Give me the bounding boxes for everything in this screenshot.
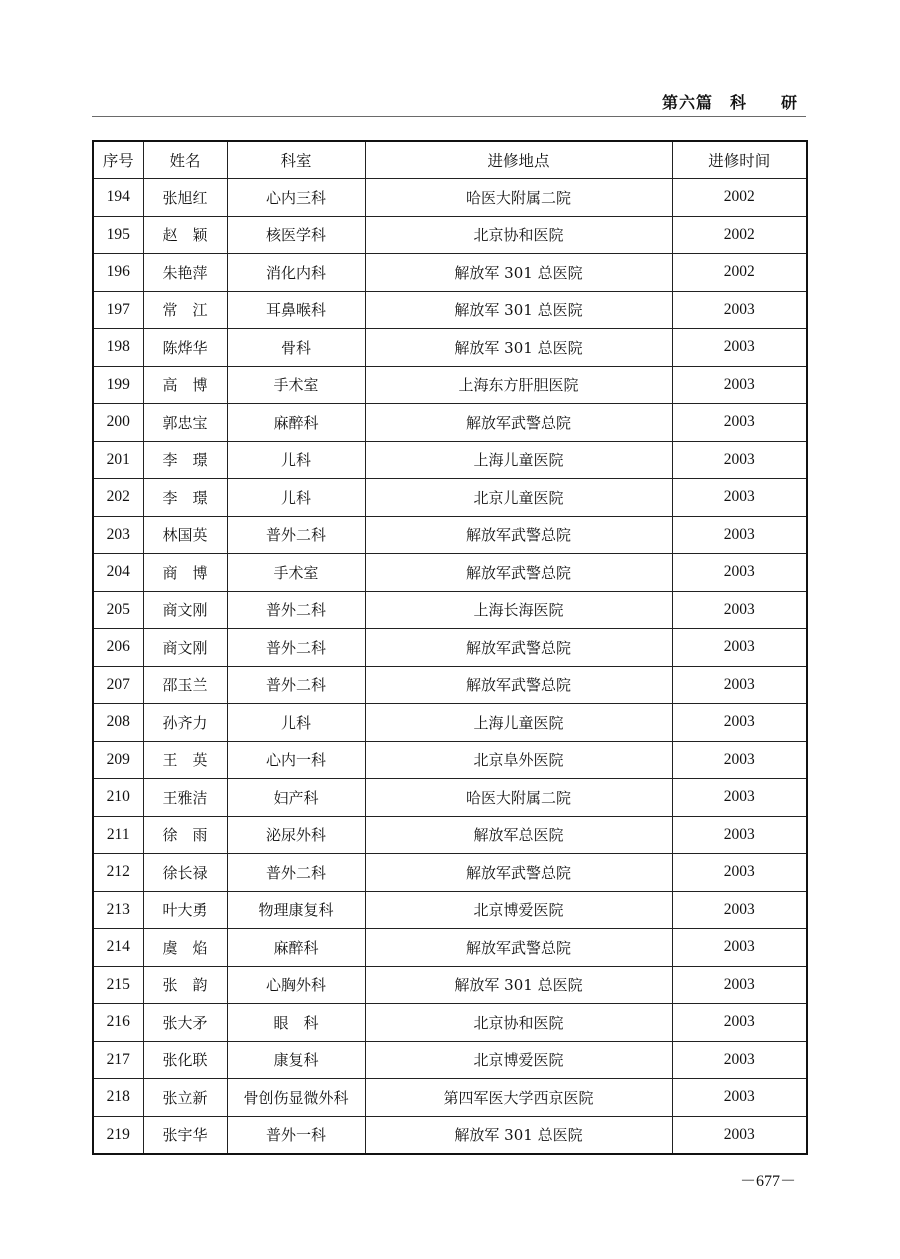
cell-dept: 骨创伤显微外科 <box>227 1079 365 1117</box>
column-header-no: 序号 <box>93 141 143 179</box>
cell-no: 200 <box>93 404 143 442</box>
table-row <box>93 1041 807 1079</box>
cell-year: 2003 <box>672 966 807 1004</box>
cell-dept: 普外二科 <box>227 666 365 704</box>
cell-dept: 康复科 <box>227 1041 365 1079</box>
cell-place: 北京儿童医院 <box>365 479 672 517</box>
table-row <box>93 591 807 629</box>
cell-dept: 手术室 <box>227 366 365 404</box>
cell-place: 北京协和医院 <box>365 216 672 254</box>
table-row <box>93 441 807 479</box>
cell-place: 解放军武警总院 <box>365 554 672 592</box>
cell-no: 197 <box>93 291 143 329</box>
cell-dept: 物理康复科 <box>227 891 365 929</box>
table-row <box>93 479 807 517</box>
cell-name: 赵 颖 <box>143 216 227 254</box>
cell-year: 2002 <box>672 254 807 292</box>
cell-dept: 妇产科 <box>227 779 365 817</box>
cell-name: 李 璟 <box>143 441 227 479</box>
cell-no: 215 <box>93 966 143 1004</box>
cell-dept: 消化内科 <box>227 254 365 292</box>
cell-no: 196 <box>93 254 143 292</box>
cell-place: 上海东方肝胆医院 <box>365 366 672 404</box>
cell-dept: 骨科 <box>227 329 365 367</box>
cell-name: 王雅洁 <box>143 779 227 817</box>
cell-place: 解放军 301 总医院 <box>365 966 672 1004</box>
cell-no: 214 <box>93 929 143 967</box>
cell-no: 204 <box>93 554 143 592</box>
cell-no: 195 <box>93 216 143 254</box>
cell-name: 陈烨华 <box>143 329 227 367</box>
cell-name: 商文刚 <box>143 629 227 667</box>
cell-year: 2003 <box>672 891 807 929</box>
cell-dept: 麻醉科 <box>227 929 365 967</box>
cell-place: 上海儿童医院 <box>365 441 672 479</box>
cell-name: 朱艳萍 <box>143 254 227 292</box>
cell-no: 212 <box>93 854 143 892</box>
cell-name: 张宇华 <box>143 1116 227 1154</box>
cell-name: 张立新 <box>143 1079 227 1117</box>
cell-place: 哈医大附属二院 <box>365 179 672 217</box>
cell-no: 209 <box>93 741 143 779</box>
cell-no: 199 <box>93 366 143 404</box>
cell-place: 解放军 301 总医院 <box>365 329 672 367</box>
table-row <box>93 891 807 929</box>
cell-place: 解放军武警总院 <box>365 929 672 967</box>
table-row <box>93 404 807 442</box>
cell-year: 2003 <box>672 554 807 592</box>
table-row <box>93 329 807 367</box>
cell-dept: 儿科 <box>227 704 365 742</box>
cell-name: 叶大勇 <box>143 891 227 929</box>
table-row <box>93 629 807 667</box>
table-row <box>93 254 807 292</box>
training-record-table <box>92 140 808 1155</box>
cell-no: 203 <box>93 516 143 554</box>
table-body <box>93 179 807 1155</box>
table-row <box>93 854 807 892</box>
cell-dept: 麻醉科 <box>227 404 365 442</box>
table-row <box>93 366 807 404</box>
cell-no: 206 <box>93 629 143 667</box>
cell-place: 解放军武警总院 <box>365 404 672 442</box>
cell-dept: 普外二科 <box>227 516 365 554</box>
table-header-row <box>93 141 807 179</box>
cell-name: 虞 焰 <box>143 929 227 967</box>
cell-dept: 眼 科 <box>227 1004 365 1042</box>
cell-year: 2003 <box>672 516 807 554</box>
table-row <box>93 1116 807 1154</box>
column-header-year: 进修时间 <box>672 141 807 179</box>
cell-place: 上海长海医院 <box>365 591 672 629</box>
cell-dept: 普外一科 <box>227 1116 365 1154</box>
cell-year: 2003 <box>672 479 807 517</box>
cell-no: 217 <box>93 1041 143 1079</box>
cell-name: 高 博 <box>143 366 227 404</box>
cell-name: 孙齐力 <box>143 704 227 742</box>
cell-place: 解放军 301 总医院 <box>365 1116 672 1154</box>
cell-dept: 儿科 <box>227 479 365 517</box>
table-row <box>93 216 807 254</box>
cell-place: 解放军武警总院 <box>365 666 672 704</box>
cell-dept: 心胸外科 <box>227 966 365 1004</box>
cell-year: 2003 <box>672 929 807 967</box>
table-row <box>93 1004 807 1042</box>
cell-place: 北京博爱医院 <box>365 891 672 929</box>
cell-place: 北京协和医院 <box>365 1004 672 1042</box>
cell-place: 第四军医大学西京医院 <box>365 1079 672 1117</box>
cell-name: 王 英 <box>143 741 227 779</box>
cell-year: 2003 <box>672 1116 807 1154</box>
cell-dept: 普外二科 <box>227 629 365 667</box>
cell-no: 216 <box>93 1004 143 1042</box>
cell-name: 郭忠宝 <box>143 404 227 442</box>
chapter-title: 第六篇 科 研 <box>661 93 798 112</box>
cell-place: 解放军武警总院 <box>365 854 672 892</box>
cell-year: 2003 <box>672 629 807 667</box>
cell-dept: 心内一科 <box>227 741 365 779</box>
cell-no: 198 <box>93 329 143 367</box>
cell-name: 张 韵 <box>143 966 227 1004</box>
cell-no: 207 <box>93 666 143 704</box>
cell-name: 张大矛 <box>143 1004 227 1042</box>
cell-dept: 手术室 <box>227 554 365 592</box>
cell-no: 210 <box>93 779 143 817</box>
cell-dept: 核医学科 <box>227 216 365 254</box>
cell-dept: 普外二科 <box>227 591 365 629</box>
cell-name: 林国英 <box>143 516 227 554</box>
page-number: －677－ <box>739 1173 796 1190</box>
cell-year: 2003 <box>672 591 807 629</box>
cell-place: 上海儿童医院 <box>365 704 672 742</box>
table-row <box>93 929 807 967</box>
cell-dept: 耳鼻喉科 <box>227 291 365 329</box>
cell-no: 219 <box>93 1116 143 1154</box>
cell-name: 张旭红 <box>143 179 227 217</box>
cell-year: 2002 <box>672 179 807 217</box>
cell-place: 解放军武警总院 <box>365 516 672 554</box>
table-row <box>93 741 807 779</box>
cell-year: 2003 <box>672 1004 807 1042</box>
cell-no: 194 <box>93 179 143 217</box>
cell-year: 2003 <box>672 291 807 329</box>
cell-dept: 心内三科 <box>227 179 365 217</box>
cell-dept: 儿科 <box>227 441 365 479</box>
cell-name: 张化联 <box>143 1041 227 1079</box>
cell-year: 2003 <box>672 329 807 367</box>
cell-name: 常 江 <box>143 291 227 329</box>
table-row <box>93 291 807 329</box>
cell-name: 商文刚 <box>143 591 227 629</box>
cell-no: 208 <box>93 704 143 742</box>
cell-name: 邵玉兰 <box>143 666 227 704</box>
table-row <box>93 516 807 554</box>
column-header-place: 进修地点 <box>365 141 672 179</box>
cell-place: 解放军 301 总医院 <box>365 291 672 329</box>
cell-year: 2003 <box>672 1041 807 1079</box>
cell-year: 2003 <box>672 404 807 442</box>
cell-name: 商 博 <box>143 554 227 592</box>
cell-year: 2003 <box>672 704 807 742</box>
cell-year: 2003 <box>672 741 807 779</box>
table-row <box>93 1079 807 1117</box>
table-row <box>93 704 807 742</box>
table-row <box>93 966 807 1004</box>
running-header <box>92 86 806 117</box>
cell-no: 218 <box>93 1079 143 1117</box>
cell-year: 2002 <box>672 216 807 254</box>
cell-year: 2003 <box>672 779 807 817</box>
cell-year: 2003 <box>672 666 807 704</box>
cell-no: 205 <box>93 591 143 629</box>
cell-year: 2003 <box>672 816 807 854</box>
table-row <box>93 179 807 217</box>
cell-place: 解放军总医院 <box>365 816 672 854</box>
cell-no: 213 <box>93 891 143 929</box>
table-row <box>93 779 807 817</box>
cell-year: 2003 <box>672 854 807 892</box>
cell-name: 徐 雨 <box>143 816 227 854</box>
cell-no: 201 <box>93 441 143 479</box>
cell-dept: 泌尿外科 <box>227 816 365 854</box>
cell-name: 徐长禄 <box>143 854 227 892</box>
cell-dept: 普外二科 <box>227 854 365 892</box>
cell-year: 2003 <box>672 366 807 404</box>
cell-no: 211 <box>93 816 143 854</box>
cell-name: 李 璟 <box>143 479 227 517</box>
table-row <box>93 816 807 854</box>
cell-place: 解放军 301 总医院 <box>365 254 672 292</box>
cell-place: 哈医大附属二院 <box>365 779 672 817</box>
column-header-dept: 科室 <box>227 141 365 179</box>
cell-place: 北京博爱医院 <box>365 1041 672 1079</box>
cell-year: 2003 <box>672 441 807 479</box>
table-row <box>93 554 807 592</box>
cell-place: 解放军武警总院 <box>365 629 672 667</box>
cell-no: 202 <box>93 479 143 517</box>
column-header-name: 姓名 <box>143 141 227 179</box>
cell-place: 北京阜外医院 <box>365 741 672 779</box>
cell-year: 2003 <box>672 1079 807 1117</box>
table-row <box>93 666 807 704</box>
